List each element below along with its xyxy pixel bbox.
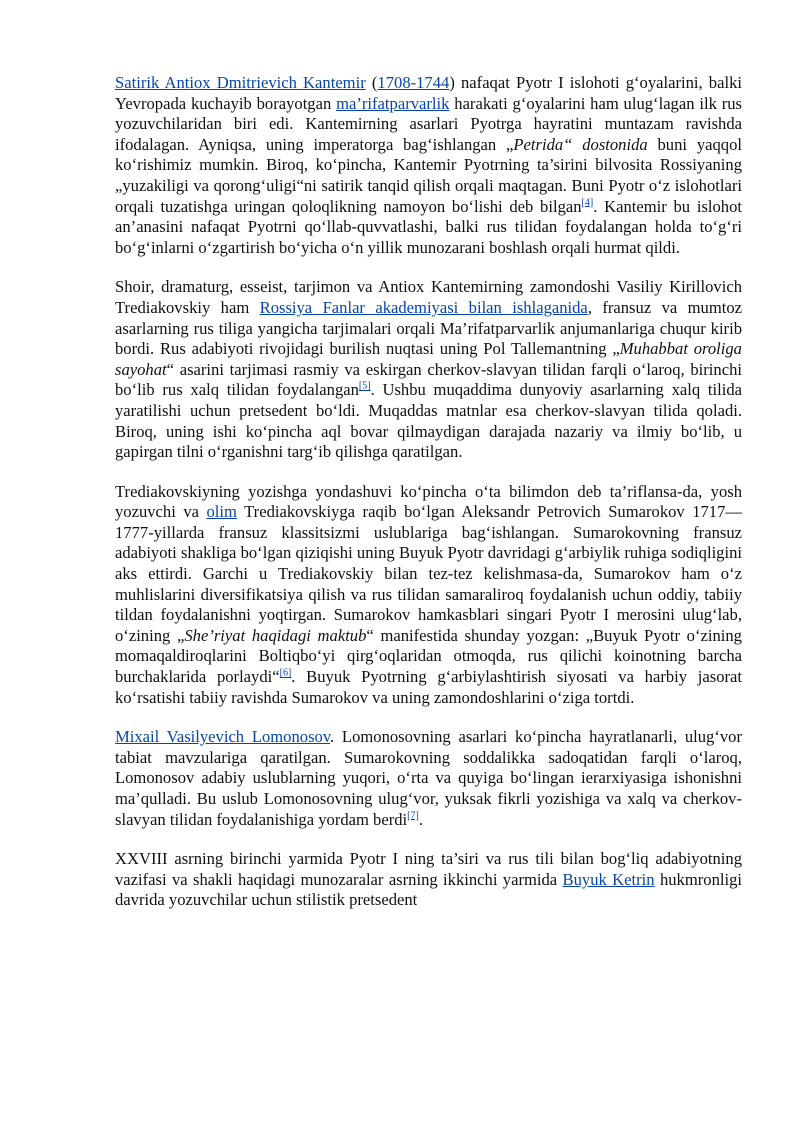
paragraph-kantemir [115,73,742,258]
text-run: . Kantemir bu islohot an’anasini nafaqat Pyotrni qo‘llab-quvvatlashi, balki rus tilidan foydalangan holda to‘g‘ri bo‘g‘inlarni o‘zgartirish bo‘yicha o‘n yillik munozarani boshlash orqali hurmat qildi. [115,196,743,257]
text-run: . Lomonosovning asarlari ko‘pincha hayratlanarli, ulug‘vor tabiat mavzulariga qaratilgan. Sumarokovning soddalikka sadoqatidan farqli o‘laroq, Lomonosov adabiy uslublarning yuqori, o‘rta va quyiga bo‘lingan ierarxiyasiga ishonishni ma’qulladi. Bu uslub Lomonosovning ulug‘vor, yuksak fikrli yozishiga va xalq va cherkov-slavyan tilidan foydalanishiga yordam berdi [115,727,742,829]
inline-link[interactable]: Buyuk Ketrin [562,869,655,889]
text-run: buni yaqqol ko‘rishimiz mumkin. Biroq, ko‘pincha, Kantemir Pyotrning ta’sirini bilvosita Rossiyaning „yuzakiligi va qorong‘uligi“ni satirik tanqid qilish orqali maqtagan. Buni Pyotr o‘z islohotlari orqali tuzatishga uringan qoloqlikning namoyon bo‘lishi deb bilgan [115,134,742,216]
text-run: , fransuz va mumtoz asarlarning rus tiliga yangicha tarjimalari orqali Ma’rifatparvarlik anjumanlariga chuqur kirib bordi. Rus adabiyoti rivojidagi burilish nuqtasi uning Pol Tallemantning „ [115,297,742,359]
article-body [115,73,742,930]
text-run: Trediakovskiyga raqib bo‘lgan Aleksandr Petrovich Sumarokov 1717—1777-yillarda fransuz klassitsizmi uslublariga bag‘ishlangan. Sumarokovning fransuz adabiyoti shakliga bo‘lgan qiziqishi uning Buyuk Pyotr davridagi g‘arbiylik ruhiga sodiqligini aks ettirdi. Garchi u Trediakovskiy bilan tez-tez kelishmasa-da, Sumarokov ham o‘z muhlislarini diversifikatsiya qilish va rus tilidan samaraliroq foydalanish uchun oddiy, tabiiy tildan foydalanishni yoqtirgan. Sumarokov hamkasblari singari Pyotr I merosini ulug‘lab, o‘zining „ [115,502,742,645]
footnote-reference[interactable] [359,381,371,392]
inline-link[interactable]: 1708-1744 [377,73,450,92]
paragraph-lomonosov [115,727,742,830]
inline-link[interactable]: Rossiya Fanlar akademiyasi bilan ishlaganida [259,297,588,317]
inline-link[interactable]: Satirik Antiox Dmitrievich Kantemir [115,73,366,92]
text-run: Shoir, dramaturg, esseist, tarjimon va Antiox Kantemirning zamondoshi Vasiliy Kirillovich Trediakovskiy ham [115,277,742,317]
text-run: ( [365,73,378,92]
footnote-reference[interactable] [407,810,419,821]
text-run: “ manifestida shunday yozgan: „Buyuk Pyotr o‘zining momaqaldiroqlarini Boltiqbo‘yi qirg‘oqlaridan otmoqda, rus qilichi koinotning barcha burchaklarida porlaydi“ [115,625,742,687]
inline-link[interactable]: Mixail Vasilyevich Lomonosov [115,727,331,747]
paragraph-trediakovskiy [115,277,742,462]
text-run: . Buyuk Pyotrning g‘arbiylashtirish siyosati va harbiy jasorat ko‘rsatishi tabiiy ravishda Sumarokov va uning zamondoshlarini o‘ziga tortdi. [115,667,743,707]
text-run: . Ushbu muqaddima dunyoviy asarlarning xalq tilida yaratilishi uchun pretsedent bo‘ldi. Muqaddas matnlar esa cherkov-slavyan tilida qoladi. Biroq, uning ishi ko‘pincha aql bovar qilmaydigan darajada nazariy va ilmiy bo‘lib, u gapirgan tilni o‘rganishni targ‘ib qilishga qaratilgan. [115,380,742,462]
text-run: “ asarini tarjimasi rasmiy va eskirgan cherkov-slavyan tilidan farqli o‘laroq, birinchi bo‘lib rus xalq tilidan foydalangan [115,359,742,400]
reference-link[interactable]: [6] [279,667,292,679]
inline-link[interactable]: olim [206,502,237,522]
text-run: . [418,809,423,829]
paragraph-sumarokov [115,482,742,709]
text-run: Trediakovskiyning yozishga yondashuvi ko‘pincha o‘ta bilimdon deb ta’riflansa-da, yosh yozuvchi va [115,481,742,522]
italic-title: She’riyat haqidagi maktub [184,625,367,645]
text-run: ) nafaqat Pyotr I islohoti g‘oyalarini, balki Yevropada kuchayib borayotgan [115,73,742,113]
text-run: harakati g‘oyalarini ham ulug‘lagan ilk rus yozuvchilaridan biri edi. Kantemirning asarlari Pyotrga hayratini muntazam ravishda ifodalagan. Ayniqsa, uning imperatorga bag‘ishlangan „ [115,93,742,154]
footnote-reference[interactable] [582,197,594,208]
italic-title: Muhabbat oroliga sayohat [115,339,742,379]
footnote-reference[interactable] [280,668,292,679]
paragraph-xviii-century [115,849,742,911]
reference-link[interactable]: [7] [407,810,419,822]
inline-link[interactable]: ma’rifatparvarlik [336,93,450,113]
reference-link[interactable]: [5] [358,380,371,392]
text-run: XXVIII asrning birinchi yarmida Pyotr I ning ta’siri va rus tili bilan bog‘liq adabiyotning vazifasi va shakli haqidagi munozaralar asrning ikkinchi yarmida [115,849,742,889]
text-run: hukmronligi davrida yozuvchilar uchun stilistik pretsedent [115,869,742,910]
reference-link[interactable]: [4] [581,197,594,209]
italic-title: Petrida“ dostonida [513,134,648,154]
